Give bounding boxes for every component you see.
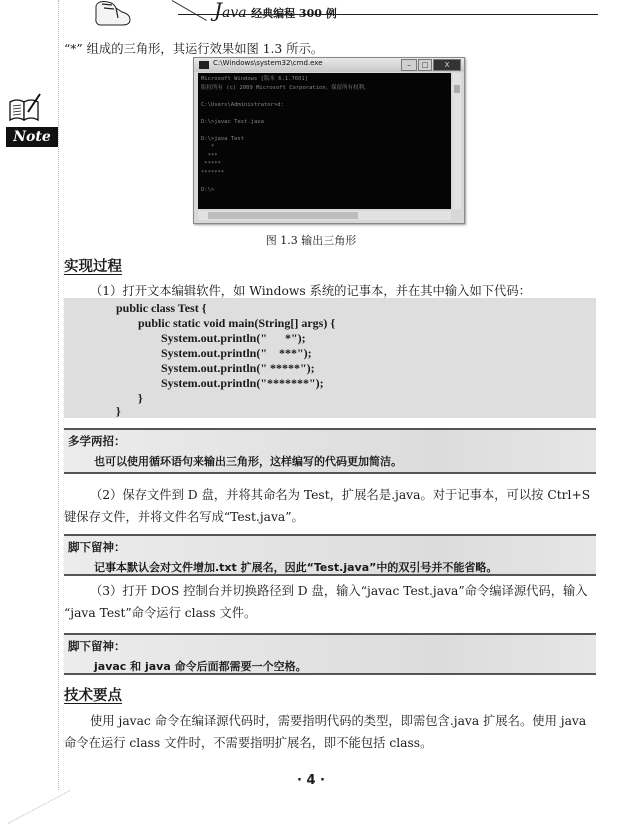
note-badge: Note: [6, 127, 58, 147]
console-line: [201, 177, 448, 186]
cmd-window-screenshot: [193, 57, 465, 224]
step-2-paragraph: [64, 484, 596, 528]
vertical-scrollbar: [453, 73, 461, 209]
scroll-thumb: [208, 212, 358, 219]
step-2-line-1: （2）保存文件到 D 盘，并将其命名为 Test，扩展名是.java。对于记事本，可以按 Ctrl+S: [90, 488, 591, 502]
header-title-initial: J: [214, 0, 223, 22]
maximize-icon: □: [418, 59, 432, 71]
intro-paragraph: “*” 组成的三角形，其运行效果如图 1.3 所示。: [64, 42, 324, 56]
key-points-line-2: 命令在运行 class 文件时，不需要指明扩展名，即不能包括 class。: [64, 736, 433, 750]
warning-box-extension: [64, 534, 596, 576]
console-line: D:\>: [201, 186, 215, 193]
warning-box-space: [64, 633, 596, 675]
warning-title: 脚下留神：: [68, 540, 126, 554]
key-points-paragraph: [64, 710, 596, 754]
key-points-line-1: 使用 javac 命令在编译源代码时，需要指明代码的类型，即需包含.java 扩展名。使用 java: [90, 714, 587, 728]
warning-body: 记事本默认会对文件增加.txt 扩展名，因此“Test.java”中的双引号并不能省略。: [94, 561, 498, 574]
shoe-logo-icon: [92, 0, 134, 26]
console-line: ***: [201, 152, 218, 159]
console-line: [201, 126, 448, 135]
code-line: }: [116, 404, 121, 418]
tip-title: 多学两招：: [68, 434, 126, 448]
window-controls: [400, 59, 461, 70]
cmd-app-icon: [199, 61, 209, 69]
console-line: Microsoft Windows [版本 6.1.7601]: [201, 76, 309, 82]
horizontal-scrollbar: [198, 211, 451, 220]
code-line: System.out.println("*******");: [161, 376, 324, 390]
step-3-paragraph: [64, 580, 596, 624]
warning-body: javac 和 java 命令后面都需要一个空格。: [94, 660, 307, 673]
section-heading-implementation: 实现过程: [64, 259, 122, 275]
console-line: D:\>java Test: [201, 135, 245, 142]
header-title-latin: ava: [222, 5, 252, 21]
console-line: *: [201, 144, 215, 150]
tip-box-more-tricks: [64, 428, 596, 474]
running-header-title: [214, 0, 337, 22]
header-title-cn: 经典编程 300 例: [251, 7, 337, 20]
margin-dotted-line: [58, 0, 59, 790]
tip-body: 也可以使用循环语句来输出三角形，这样编写的代码更加简洁。: [94, 455, 402, 468]
cmd-window-title: C:\Windows\system32\cmd.exe: [213, 59, 323, 67]
code-line: public class Test {: [116, 301, 207, 315]
step-1-text: （1）打开文本编辑软件，如 Windows 系统的记事本，并在其中输入如下代码：: [90, 284, 531, 298]
code-block: [64, 298, 596, 418]
console-line: *******: [201, 169, 225, 176]
step-2-line-2: 键保存文件，并将文件名写成“Test.java”。: [64, 510, 304, 524]
console-line: C:\Users\Administrator>d:: [201, 101, 284, 108]
code-line: System.out.println(" *");: [161, 331, 306, 345]
section-heading-key-points: 技术要点: [64, 688, 122, 704]
step-3-line-1: （3）打开 DOS 控制台并切换路径到 D 盘，输入“javac Test.java”命令编译源代码，输入: [90, 584, 588, 598]
console-line: *****: [201, 161, 221, 167]
code-line: System.out.println(" ***");: [161, 346, 312, 360]
console-line: [201, 92, 448, 101]
scroll-thumb: [454, 85, 460, 93]
step-3-line-2: “java Test”命令运行 class 文件。: [64, 606, 257, 620]
close-icon: X: [433, 59, 461, 71]
margin-dotted-diagonal: [8, 790, 70, 824]
header-slant-line: [172, 0, 207, 21]
console-line: D:\>javac Test.java: [201, 118, 264, 125]
console-line: [201, 109, 448, 118]
code-line: System.out.println(" *****");: [161, 361, 315, 375]
console-line: 版权所有 (c) 2009 Microsoft Corporation。保留所有权利。: [201, 84, 370, 91]
figure-caption: 图 1.3 输出三角形: [265, 234, 357, 247]
cmd-console-output: [198, 73, 451, 209]
code-line: }: [138, 391, 143, 405]
page-number: · 4 ·: [297, 773, 325, 788]
code-line: public static void main(String[] args) {: [138, 316, 336, 330]
open-book-pen-icon: [8, 92, 42, 122]
minimize-icon: –: [401, 59, 417, 71]
cmd-titlebar: [194, 58, 464, 72]
warning-title: 脚下留神：: [68, 639, 126, 653]
